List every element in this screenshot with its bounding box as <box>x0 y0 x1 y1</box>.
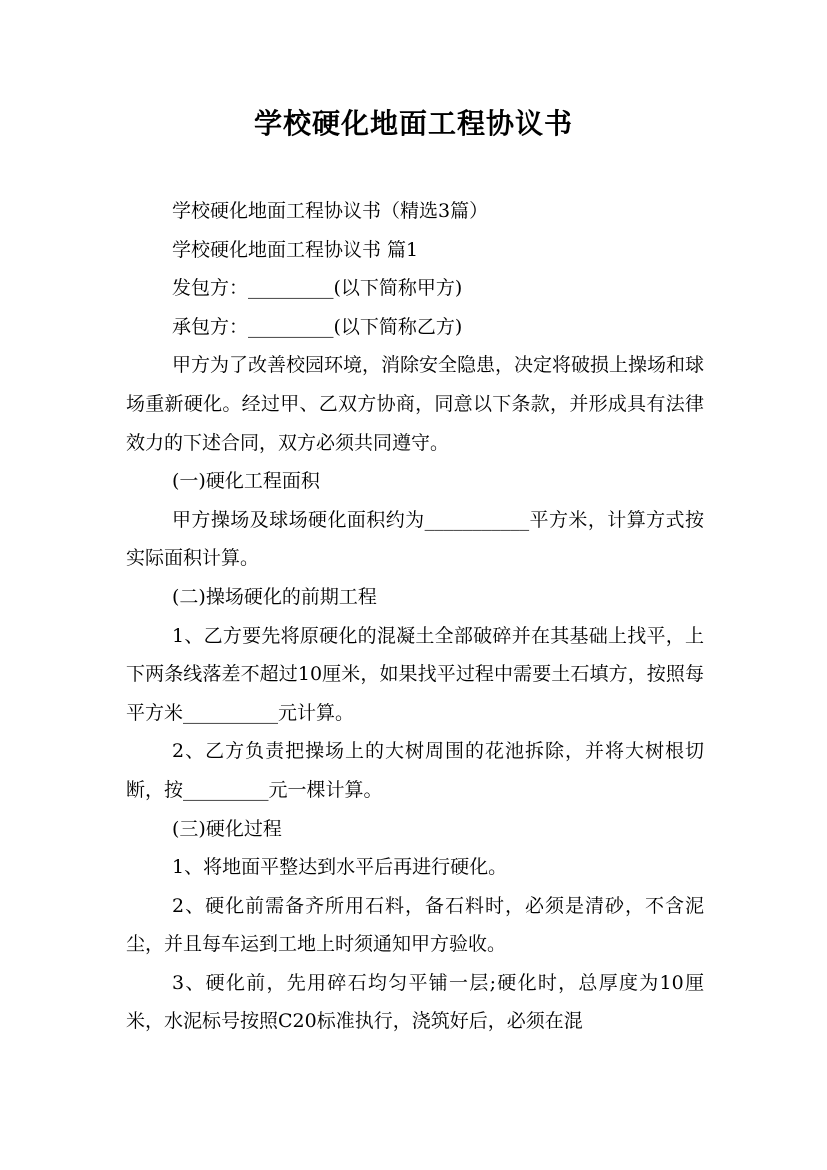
paragraph-section-3: (三)硬化过程 <box>172 817 282 840</box>
paragraph-section-label: 学校硬化地面工程协议书 篇1 <box>172 238 419 261</box>
paragraph-intro: 甲方为了改善校园环境，消除安全隐患，决定将破损上操场和球场重新硬化。经过甲、乙双方协商，同意以下条款，并形成具有法律效力的下述合同，双方必须共同遵守。 <box>126 354 705 454</box>
paragraph-item-3-3: 3、硬化前，先用碎石均匀平铺一层;硬化时，总厚度为10厘米，水泥标号按照C20标准执行，浇筑好后，必须在混 <box>126 971 704 1033</box>
paragraph-item-2-1: 1、乙方要先将原硬化的混凝土全部破碎并在其基础上找平，上下两条线落差不超过10厘米，如果找平过程中需要土石填方，按照每平方米__________元计算。 <box>126 624 704 724</box>
document-body <box>126 192 704 1041</box>
paragraph-section-2: (二)操场硬化的前期工程 <box>172 585 377 608</box>
paragraph-subcontractor: 承包方：_________(以下简称乙方) <box>172 315 463 338</box>
paragraph-contractor: 发包方：_________(以下简称甲方) <box>172 277 463 300</box>
paragraph-item-2-2: 2、乙方负责把操场上的大树周围的花池拆除，并将大树根切断，按_________元一棵计算。 <box>126 740 704 801</box>
paragraph-section-1: (一)硬化工程面积 <box>172 470 320 493</box>
paragraph-item-3-1: 1、将地面平整达到水平后再进行硬化。 <box>172 856 508 879</box>
paragraph-heading: 学校硬化地面工程协议书（精选3篇） <box>172 200 489 222</box>
paragraph-area: 甲方操场及球场硬化面积约为___________平方米，计算方式按实际面积计算。 <box>126 508 704 570</box>
paragraph-item-3-2: 2、硬化前需备齐所用石料，备石料时，必须是清砂，不含泥尘，并且每车运到工地上时须通知甲方验收。 <box>126 894 704 956</box>
document-title: 学校硬化地面工程协议书 <box>253 107 573 140</box>
